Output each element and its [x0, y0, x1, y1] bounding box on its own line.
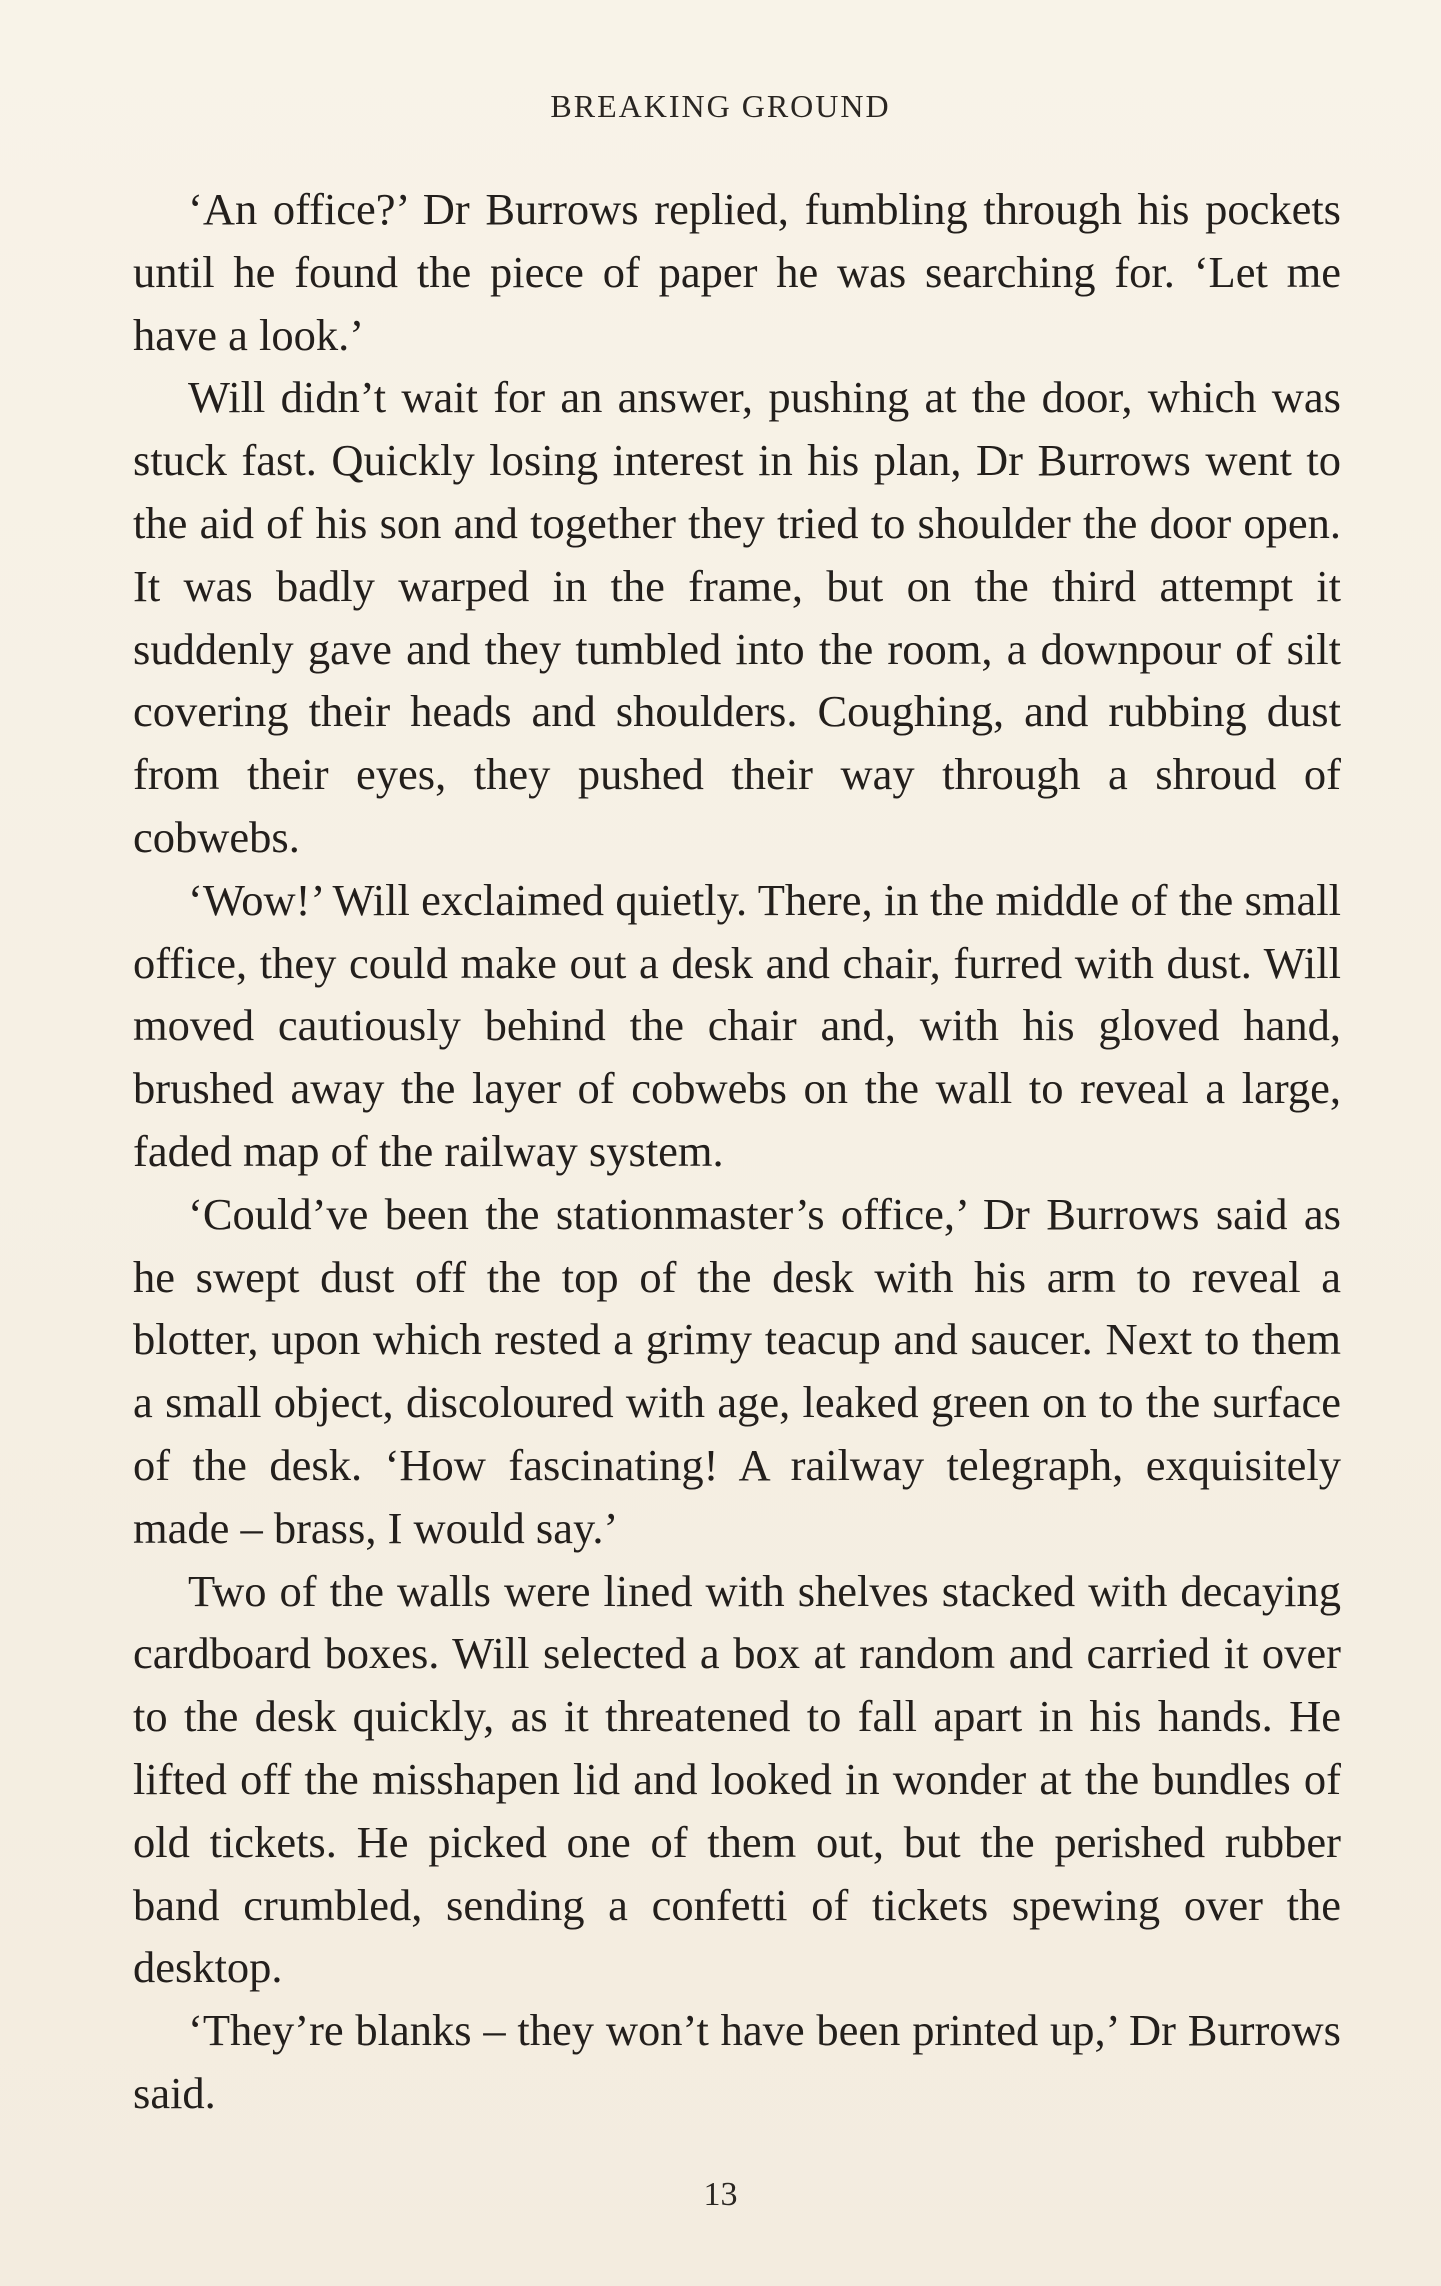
body-text	[133, 178, 1341, 2125]
paragraph-6: ‘They’re blanks – they won’t have been printed up,’ Dr Burrows said.	[133, 2005, 1341, 2118]
paragraph-1: ‘An office?’ Dr Burrows replied, fumbling through his pockets until he found the piece of paper he was searching for. ‘Let me have a look.’	[133, 184, 1341, 360]
paragraph-5: Two of the walls were lined with shelves stacked with decaying cardboard boxes. Will selected a box at random and carried it over to the desk quickly, as it threatened to fall apart in his hands. He lifted off the misshapen lid and looked in wonder at the bundles of old tickets. He picked one of them out, but the perished rubber band crumbled, sending a confetti of tickets spewing over the desktop.	[133, 1565, 1341, 1993]
paragraph-4: ‘Could’ve been the stationmaster’s office,’ Dr Burrows said as he swept dust off the top of the desk with his arm to reveal a blotter, upon which rested a grimy teacup and saucer. Next to them a small object, discoloured with age, leaked green on to the surface of the desk. ‘How fascinating! A railway telegraph, exquisitely made – brass, I would say.’	[133, 1188, 1341, 1553]
running-head: BREAKING GROUND	[550, 88, 891, 124]
paragraph-3: ‘Wow!’ Will exclaimed quietly. There, in the middle of the small office, they could make out a desk and chair, furred with dust. Will moved cautiously behind the chair and, with his gloved hand, brushed away the layer of cobwebs on the wall to reveal a large, faded map of the railway system.	[133, 874, 1341, 1176]
paragraph-2: Will didn’t wait for an answer, pushing at the door, which was stuck fast. Quickly losing interest in his plan, Dr Burrows went to the aid of his son and together they tried to shoulder the door open. It was badly warped in the frame, but on the third attempt it suddenly gave and they tumbled into the room, a downpour of silt covering their heads and shoulders. Coughing, and rubbing dust from their eyes, they pushed their way through a shroud of cobwebs.	[133, 372, 1341, 862]
page-number: 13	[703, 2176, 738, 2213]
